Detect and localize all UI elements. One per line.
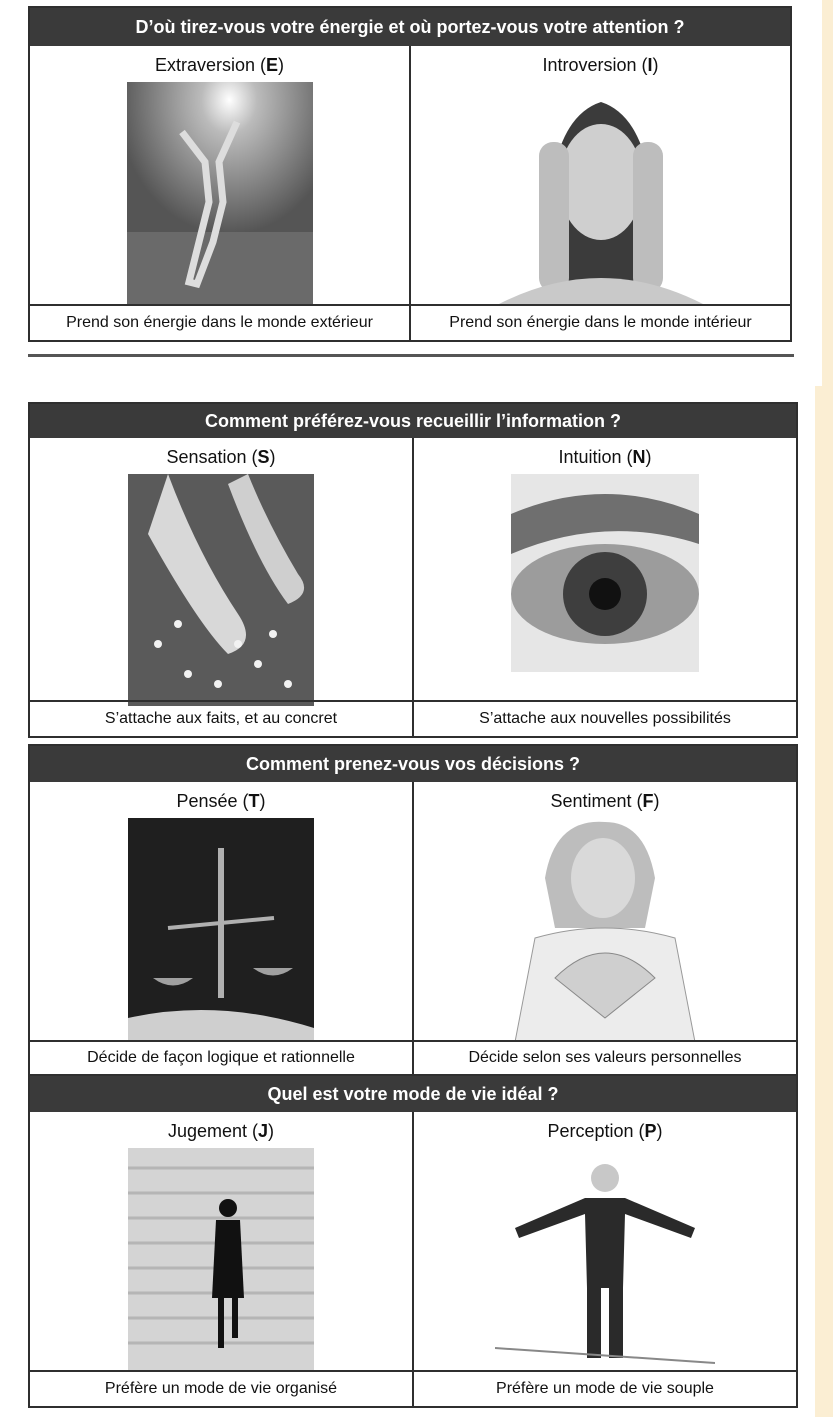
bare-feet-in-flowers-photo (128, 474, 314, 706)
type-title: Introversion (I) (542, 55, 659, 75)
section-information (28, 402, 798, 738)
type-title: Sensation (S) (166, 447, 276, 467)
hand-holding-scales-photo (128, 818, 314, 1042)
cell-thinking (30, 782, 412, 1076)
woman-hands-on-temples-photo (499, 82, 703, 304)
type-caption: Prend son énergie dans le monde intérieur (411, 304, 790, 340)
type-caption: S’attache aux nouvelles possibilités (414, 700, 796, 736)
eye-closeup-photo (511, 474, 699, 672)
type-title: Extraversion (E) (154, 55, 285, 75)
type-title: Sentiment (F) (550, 791, 660, 811)
section-decisions-lifestyle (28, 744, 798, 1408)
divider (28, 354, 794, 357)
cell-feeling (412, 782, 796, 1076)
cell-introversion (409, 46, 790, 340)
type-caption: Prend son énergie dans le monde extérieur (30, 304, 409, 340)
cell-sensation (30, 438, 412, 736)
section-header: Comment prenez-vous vos décisions ? (30, 746, 796, 782)
man-on-tightrope-photo (495, 1148, 715, 1370)
woman-heart-hands-photo (495, 818, 715, 1042)
type-caption: Décide selon ses valeurs personnelles (414, 1040, 796, 1076)
woman-climbing-stairs-photo (128, 1148, 314, 1370)
cell-perceiving (412, 1112, 796, 1406)
section-header: D’où tirez-vous votre énergie et où portez-vous votre attention ? (30, 8, 790, 46)
type-title: Pensée (T) (176, 791, 266, 811)
woman-jumping-beach-photo (127, 82, 313, 306)
type-title: Intuition (N) (558, 447, 652, 467)
type-caption: S’attache aux faits, et au concret (30, 700, 412, 736)
type-title: Perception (P) (547, 1121, 663, 1141)
type-caption: Décide de façon logique et rationnelle (30, 1040, 412, 1076)
section-energy (28, 6, 792, 342)
type-caption: Préfère un mode de vie organisé (30, 1370, 412, 1406)
section-header: Quel est votre mode de vie idéal ? (30, 1076, 796, 1112)
cell-judging (30, 1112, 412, 1406)
type-title: Jugement (J) (167, 1121, 275, 1141)
type-caption: Préfère un mode de vie souple (414, 1370, 796, 1406)
section-header: Comment préférez-vous recueillir l’information ? (30, 404, 796, 438)
cell-intuition (412, 438, 796, 736)
cell-extraversion (30, 46, 409, 340)
